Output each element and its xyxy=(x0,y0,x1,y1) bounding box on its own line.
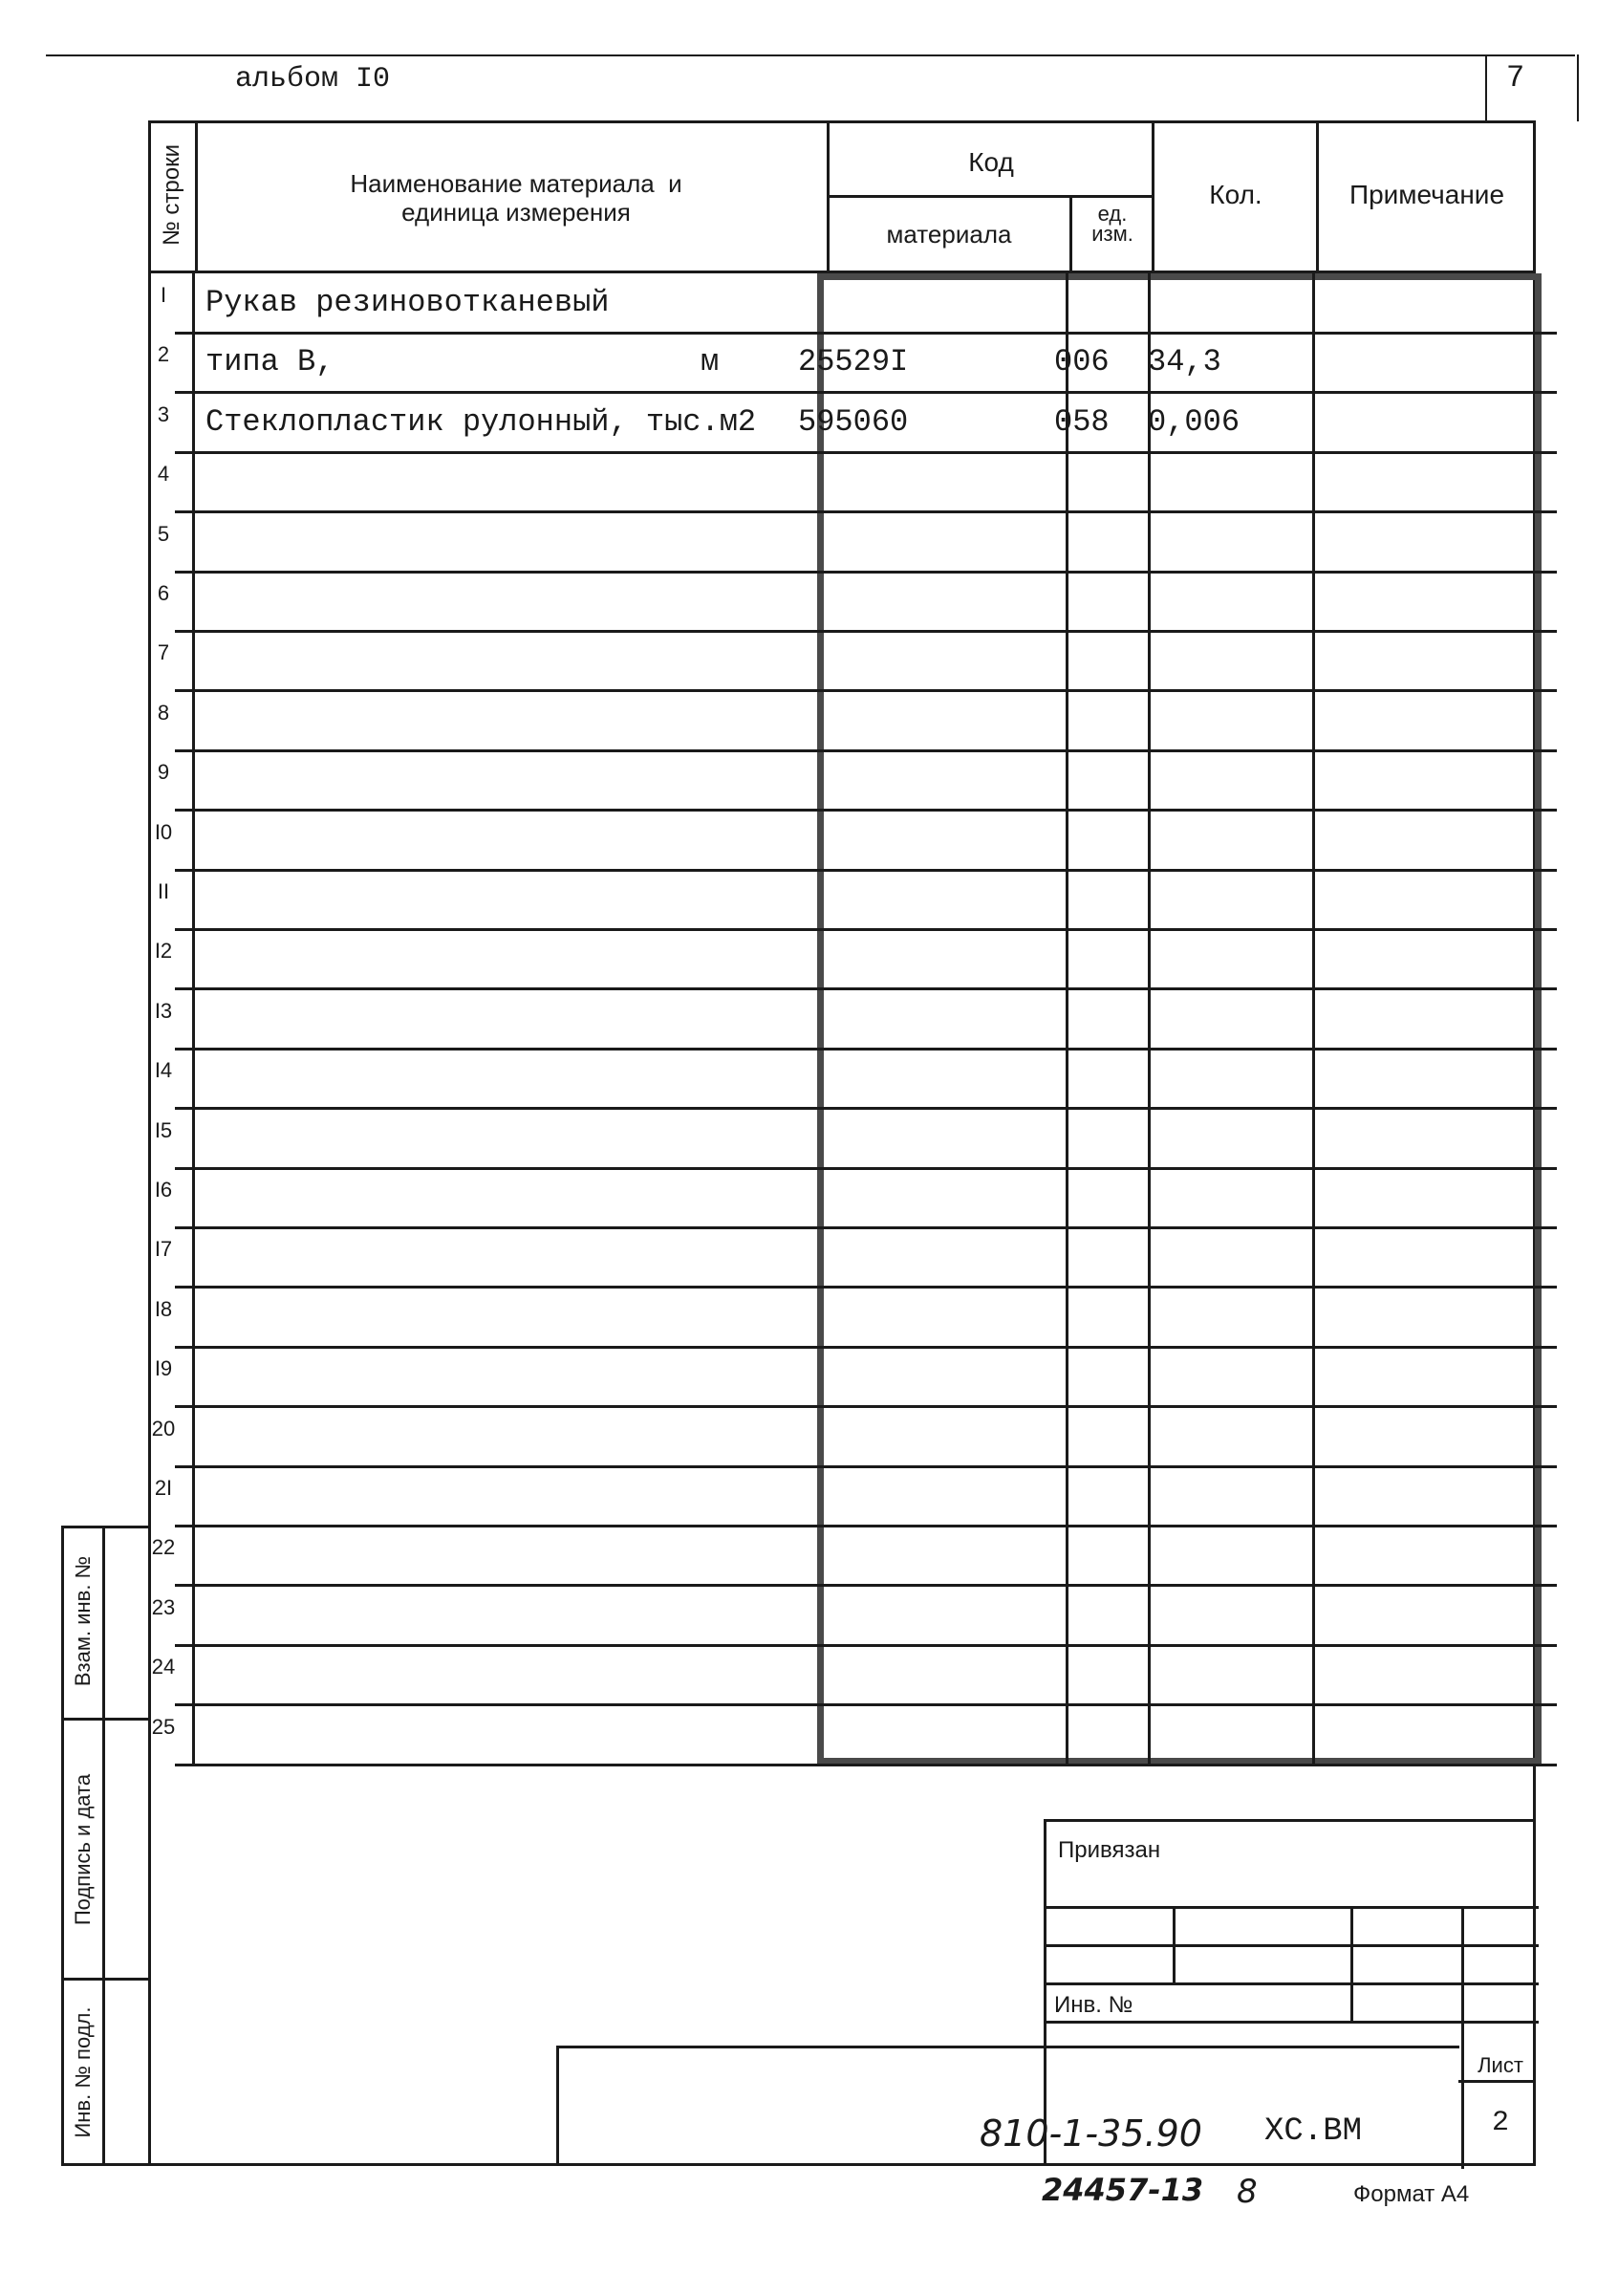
table-row xyxy=(148,1586,1536,1645)
table-row xyxy=(148,1227,1536,1287)
row-number: I2 xyxy=(154,939,173,964)
tb-line-3 xyxy=(1046,1982,1539,1985)
row-number: I4 xyxy=(154,1058,173,1083)
table-row xyxy=(148,811,1536,870)
row-quantity: 34,3 xyxy=(1148,344,1221,380)
row-number: I9 xyxy=(154,1356,173,1381)
row-unit: м xyxy=(701,344,720,380)
inv-no-label: Инв. № xyxy=(1054,1992,1133,2018)
row-number: 20 xyxy=(151,1416,176,1440)
podpis-data-label: Подпись и дата xyxy=(71,1773,95,1926)
copy-number: 8 xyxy=(1237,2173,1258,2211)
row-number: I8 xyxy=(154,1296,173,1321)
row-number: 7 xyxy=(157,640,170,665)
sheet-number: 7 xyxy=(1506,60,1525,96)
tb-vsep-2 xyxy=(1350,1906,1353,2021)
document-code: ХС.ВМ xyxy=(1264,2113,1363,2150)
row-number: 25 xyxy=(151,1714,176,1739)
row-number: II xyxy=(157,879,170,903)
tb-vsep-1 xyxy=(1173,1906,1176,1982)
table-row xyxy=(148,1347,1536,1406)
hdr-kod-divider xyxy=(827,195,1154,198)
album-label: альбом I0 xyxy=(235,63,391,96)
rows-container xyxy=(148,273,1536,1765)
row-number: 2 xyxy=(157,342,170,367)
sheet-number-box-right xyxy=(1577,54,1579,121)
row-quantity: 0,006 xyxy=(1148,403,1240,440)
row-name: Стеклопластик рулонный, тыс.м2 xyxy=(205,403,757,440)
table-row xyxy=(148,1288,1536,1347)
hdr-sep-rowno xyxy=(195,120,198,273)
designation-number: 810-1-35.90 xyxy=(980,2112,1202,2155)
kod-unit-header: ед. изм. xyxy=(1091,202,1133,246)
table-row xyxy=(148,452,1536,511)
table-row xyxy=(148,1168,1536,1227)
handwritten-number: 24457-13 xyxy=(1042,2172,1204,2208)
kod-header: Код xyxy=(968,147,1014,177)
privyazan-label: Привязан xyxy=(1058,1837,1161,1863)
table-row xyxy=(148,1049,1536,1108)
row-number: 2I xyxy=(154,1476,173,1500)
table-row xyxy=(148,512,1536,572)
row-number: 23 xyxy=(151,1594,176,1619)
row-number: 9 xyxy=(157,760,170,785)
designation-box xyxy=(556,2046,1459,2166)
list-number: 2 xyxy=(1491,2107,1509,2139)
table-row xyxy=(148,989,1536,1049)
table-row xyxy=(148,572,1536,631)
table-row xyxy=(148,1109,1536,1168)
row-number: I xyxy=(160,283,167,307)
table-row xyxy=(148,1645,1536,1704)
row-material-code: 595060 xyxy=(798,403,909,440)
row-number: I5 xyxy=(154,1117,173,1142)
row-number: I6 xyxy=(154,1178,173,1202)
table-row xyxy=(148,1466,1536,1526)
table-row xyxy=(148,1407,1536,1466)
side-stamp xyxy=(61,1526,151,2166)
list-label: Лист xyxy=(1478,2053,1523,2077)
side-stamp-divider-1 xyxy=(64,1718,151,1721)
table-row xyxy=(148,1705,1536,1765)
sheet-number-box xyxy=(1485,54,1487,121)
kod-material-header: материала xyxy=(886,220,1012,249)
table-row xyxy=(148,870,1536,929)
table-row xyxy=(148,273,1536,333)
format-label: Формат А4 xyxy=(1353,2181,1470,2207)
row-name: Рукав резиновотканевый xyxy=(205,285,610,320)
row-no-header: № строки xyxy=(159,144,184,247)
row-number: 3 xyxy=(157,401,170,426)
row-unit-code: 006 xyxy=(1054,344,1110,380)
tb-line-2 xyxy=(1046,1944,1539,1947)
vzam-inv-label: Взам. инв. № xyxy=(71,1555,95,1687)
row-number: I3 xyxy=(154,998,173,1023)
row-number: 5 xyxy=(157,521,170,546)
row-divider xyxy=(175,1764,1557,1766)
row-number: I0 xyxy=(154,819,173,844)
row-number: I7 xyxy=(154,1237,173,1262)
top-rule xyxy=(46,54,1575,56)
row-material-code: 25529I xyxy=(798,344,909,380)
row-number: 8 xyxy=(157,700,170,725)
table-row xyxy=(148,333,1536,392)
tb-line-1 xyxy=(1046,1906,1539,1909)
qty-header: Кол. xyxy=(1209,180,1262,209)
table-row xyxy=(148,1526,1536,1585)
inv-podl-label: Инв. № подл. xyxy=(71,2006,95,2138)
row-unit-code: 058 xyxy=(1054,403,1110,440)
table-row xyxy=(148,691,1536,750)
table-row xyxy=(148,393,1536,452)
table-row xyxy=(148,631,1536,690)
side-stamp-divider-v xyxy=(102,1528,105,2163)
row-number: 6 xyxy=(157,581,170,605)
row-number: 4 xyxy=(157,462,170,487)
table-row xyxy=(148,750,1536,810)
note-header: Примечание xyxy=(1348,180,1505,209)
row-name: типа В, xyxy=(205,344,334,380)
table-row xyxy=(148,929,1536,988)
list-box-top xyxy=(1458,2080,1536,2083)
table-body xyxy=(148,273,1536,1765)
table-header xyxy=(148,120,1536,273)
name-header: Наименование материала и единица измерения xyxy=(350,169,682,227)
tb-line-4 xyxy=(1046,2021,1539,2024)
row-number: 24 xyxy=(151,1655,176,1679)
row-number: 22 xyxy=(151,1535,176,1560)
